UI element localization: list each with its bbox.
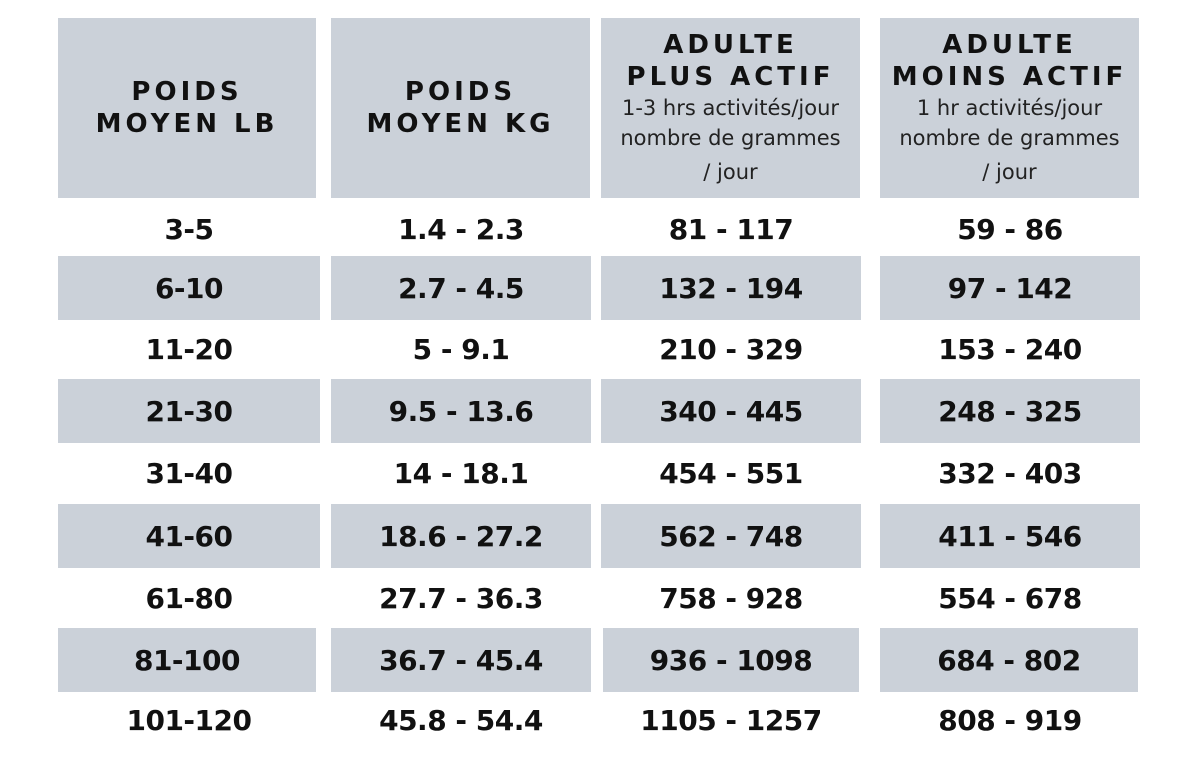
table-row-3-moins: [880, 320, 1140, 378]
table-row-4-lb: [58, 379, 320, 443]
cell-lb: 6-10: [154, 271, 224, 305]
cell-kg: 5 - 9.1: [412, 332, 510, 366]
cell-moins: 153 - 240: [938, 332, 1082, 366]
table-row-1-plus: [601, 200, 861, 258]
header-weight-kg-line2: MOYEN KG: [366, 109, 555, 139]
cell-lb: 81-100: [133, 643, 241, 677]
cell-kg: 45.8 - 54.4: [379, 703, 543, 737]
header-less-active-activity: 1 hr activités/jour: [916, 96, 1103, 120]
table-row-3-plus: [601, 320, 861, 378]
cell-plus: 454 - 551: [659, 456, 803, 490]
cell-moins: 97 - 142: [947, 271, 1073, 305]
table-row-2-moins: [880, 256, 1140, 320]
cell-kg: 27.7 - 36.3: [379, 581, 543, 615]
table-row-8-kg: [331, 628, 591, 692]
header-less-active-line2: MOINS ACTIF: [891, 62, 1128, 92]
header-more-active-grams: nombre de grammes: [620, 126, 841, 150]
cell-moins: 411 - 546: [938, 519, 1082, 553]
table-row-2-kg: [331, 256, 591, 320]
table-row-4-plus: [601, 379, 861, 443]
cell-lb: 61-80: [145, 581, 233, 615]
table-row-7-lb: [58, 568, 320, 628]
cell-kg: 14 - 18.1: [393, 456, 529, 490]
cell-plus: 132 - 194: [659, 271, 803, 305]
table-row-9-moins: [880, 692, 1140, 748]
table-row-5-moins: [880, 443, 1140, 503]
header-weight-lb: [58, 18, 316, 198]
header-adult-less-active: [880, 18, 1139, 198]
table-row-1-kg: [331, 200, 591, 258]
table-row-1-moins: [880, 200, 1140, 258]
cell-plus: 562 - 748: [659, 519, 803, 553]
table-row-6-lb: [58, 504, 320, 568]
table-row-4-kg: [331, 379, 591, 443]
header-more-active-line1: ADULTE: [663, 30, 798, 60]
table-row-1-lb: [58, 200, 320, 258]
table-row-9-lb: [58, 692, 320, 748]
table-row-6-kg: [331, 504, 591, 568]
table-row-5-plus: [601, 443, 861, 503]
header-weight-kg: [331, 18, 590, 198]
cell-plus: 81 - 117: [668, 212, 794, 246]
table-row-8-lb: [58, 628, 316, 692]
table-row-8-moins: [880, 628, 1138, 692]
header-less-active-line1: ADULTE: [942, 30, 1077, 60]
cell-kg: 1.4 - 2.3: [398, 212, 524, 246]
cell-moins: 59 - 86: [957, 212, 1063, 246]
cell-plus: 1105 - 1257: [640, 703, 822, 737]
header-adult-more-active: [601, 18, 860, 198]
cell-kg: 2.7 - 4.5: [398, 271, 524, 305]
table-row-4-moins: [880, 379, 1140, 443]
cell-lb: 31-40: [145, 456, 233, 490]
cell-plus: 936 - 1098: [649, 643, 813, 677]
header-more-active-line2: PLUS ACTIF: [626, 62, 835, 92]
cell-plus: 758 - 928: [659, 581, 803, 615]
cell-lb: 101-120: [126, 703, 252, 737]
cell-plus: 210 - 329: [659, 332, 803, 366]
header-more-active-per-day: / jour: [703, 160, 758, 184]
cell-moins: 248 - 325: [938, 394, 1082, 428]
header-weight-kg-line1: POIDS: [404, 77, 517, 107]
header-more-active-activity: 1-3 hrs activités/jour: [621, 96, 840, 120]
cell-lb: 41-60: [145, 519, 233, 553]
table-row-6-plus: [601, 504, 861, 568]
cell-lb: 11-20: [145, 332, 233, 366]
header-less-active-per-day: / jour: [982, 160, 1037, 184]
table-row-5-kg: [331, 443, 591, 503]
cell-moins: 808 - 919: [938, 703, 1082, 737]
table-row-7-plus: [601, 568, 861, 628]
table-row-3-kg: [331, 320, 591, 378]
table-row-9-plus: [601, 692, 861, 748]
cell-kg: 9.5 - 13.6: [388, 394, 534, 428]
header-less-active-grams: nombre de grammes: [899, 126, 1120, 150]
cell-lb: 3-5: [164, 212, 214, 246]
table-row-2-plus: [601, 256, 861, 320]
cell-lb: 21-30: [145, 394, 233, 428]
cell-kg: 18.6 - 27.2: [379, 519, 543, 553]
cell-moins: 332 - 403: [938, 456, 1082, 490]
header-weight-lb-line2: MOYEN LB: [95, 109, 279, 139]
table-row-9-kg: [331, 692, 591, 748]
table-row-6-moins: [880, 504, 1140, 568]
table-row-3-lb: [58, 320, 320, 378]
cell-moins: 554 - 678: [938, 581, 1082, 615]
table-row-5-lb: [58, 443, 320, 503]
table-row-7-kg: [331, 568, 591, 628]
cell-plus: 340 - 445: [659, 394, 803, 428]
table-row-2-lb: [58, 256, 320, 320]
table-row-7-moins: [880, 568, 1140, 628]
header-weight-lb-line1: POIDS: [131, 77, 243, 107]
cell-moins: 684 - 802: [937, 643, 1081, 677]
table-row-8-plus: [603, 628, 859, 692]
cell-kg: 36.7 - 45.4: [379, 643, 543, 677]
